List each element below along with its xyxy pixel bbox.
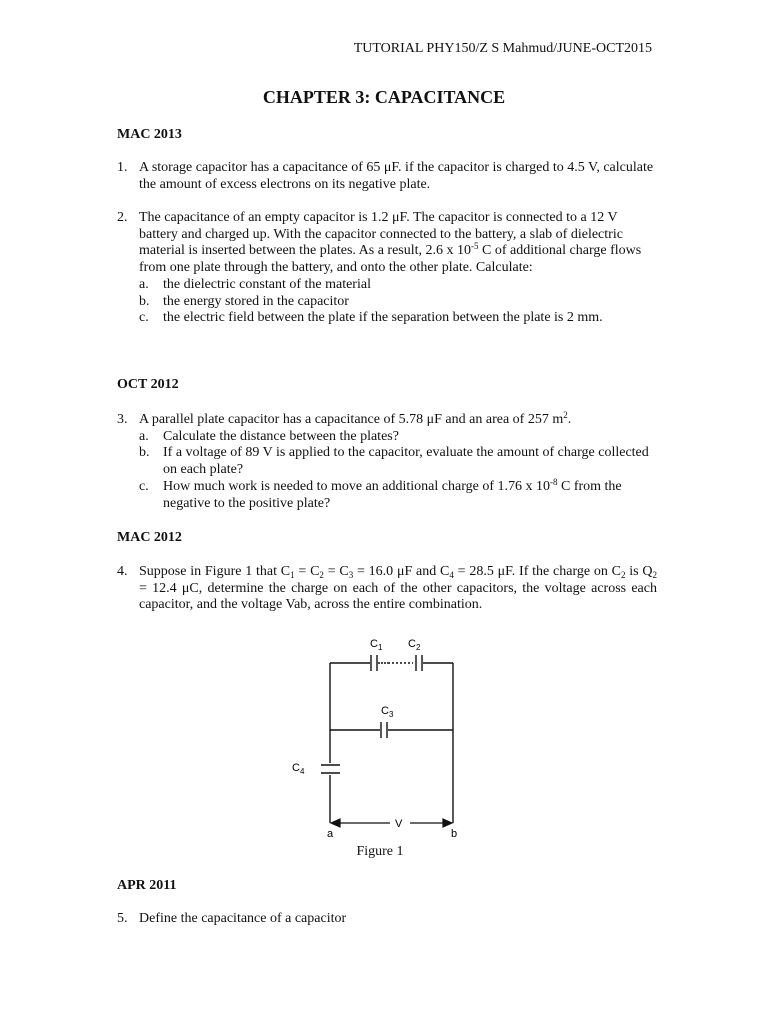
terminal-a-label: a bbox=[327, 828, 334, 840]
section-mac-2012: MAC 2012 bbox=[117, 530, 182, 545]
question-number: 4. bbox=[117, 564, 128, 579]
question-4 bbox=[117, 564, 657, 614]
section-apr-2011: APR 2011 bbox=[117, 878, 177, 893]
question-number: 3. bbox=[117, 412, 128, 427]
c2-label: $C_2$ bbox=[408, 638, 421, 652]
figure-caption: Figure 1 bbox=[356, 844, 404, 859]
question-text: The capacitance of an empty capacitor is 1.2 μF. The capacitor is connected to a 12 V battery and charged up. With the capacitor connected to the battery, a slab of dielectric material is inserted between the plates. As a result, 2.6 x $10^{-5}$ C of additional charge flows from one plate through the battery, and onto the other plate. Calculate: bbox=[139, 210, 642, 276]
subquestion-b: b. If a voltage of 89 V is applied to the capacitor, evaluate the amount of charge collected on each plate? bbox=[139, 445, 649, 478]
question-number: 2. bbox=[117, 210, 128, 225]
question-text: A storage capacitor has a capacitance of 65 μF. if the capacitor is charged to 4.5 V, calculate the amount of excess electrons on its negative plate. bbox=[139, 160, 654, 192]
question-5 bbox=[117, 911, 657, 928]
c3-label: $C_3$ bbox=[381, 705, 394, 719]
question-number: 5. bbox=[117, 911, 128, 926]
terminal-b-label: b bbox=[451, 828, 458, 840]
question-text: Suppose in Figure 1 that $C_1 = C_2 = C_3 = 16.0$ μF and $C_4 = 28.5$ μF. If the charge on $C_2$ is $Q_2 = 12.4$ μC, determine the charge on each of the other capacitors, the voltage across each capacitor, and the voltage Vab, across the entire combination. bbox=[139, 564, 657, 613]
question-3 bbox=[117, 412, 657, 512]
c4-label: $C_4$ bbox=[292, 762, 305, 776]
question-1 bbox=[117, 160, 657, 193]
question-number: 1. bbox=[117, 160, 128, 175]
circuit-diagram bbox=[280, 630, 480, 840]
c1-label: $C_1$ bbox=[370, 638, 383, 652]
subquestion-b: b. the energy stored in the capacitor bbox=[139, 293, 349, 309]
section-oct-2012: OCT 2012 bbox=[117, 377, 179, 392]
subquestion-c: c. How much work is needed to move an additional charge of 1.76 x $10^{-8}$ C from the negative to the positive plate? bbox=[139, 476, 622, 511]
subquestion-c: c. the electric field between the plate if the separation between the plate is 2 mm. bbox=[139, 310, 603, 326]
document-header: TUTORIAL PHY150/Z S Mahmud/JUNE-OCT2015 bbox=[353, 41, 652, 56]
question-text: A parallel plate capacitor has a capacitance of 5.78 μF and an area of 257 $m^2$. bbox=[139, 410, 572, 427]
question-2 bbox=[117, 210, 657, 327]
section-mac-2013: MAC 2013 bbox=[117, 127, 182, 142]
voltage-label: V bbox=[395, 818, 403, 830]
question-text: Define the capacitance of a capacitor bbox=[139, 911, 347, 926]
subquestion-a: a. Calculate the distance between the plates? bbox=[139, 428, 399, 444]
chapter-title: CHAPTER 3: CAPACITANCE bbox=[262, 87, 506, 107]
subquestion-a: a. the dielectric constant of the material bbox=[139, 276, 371, 292]
